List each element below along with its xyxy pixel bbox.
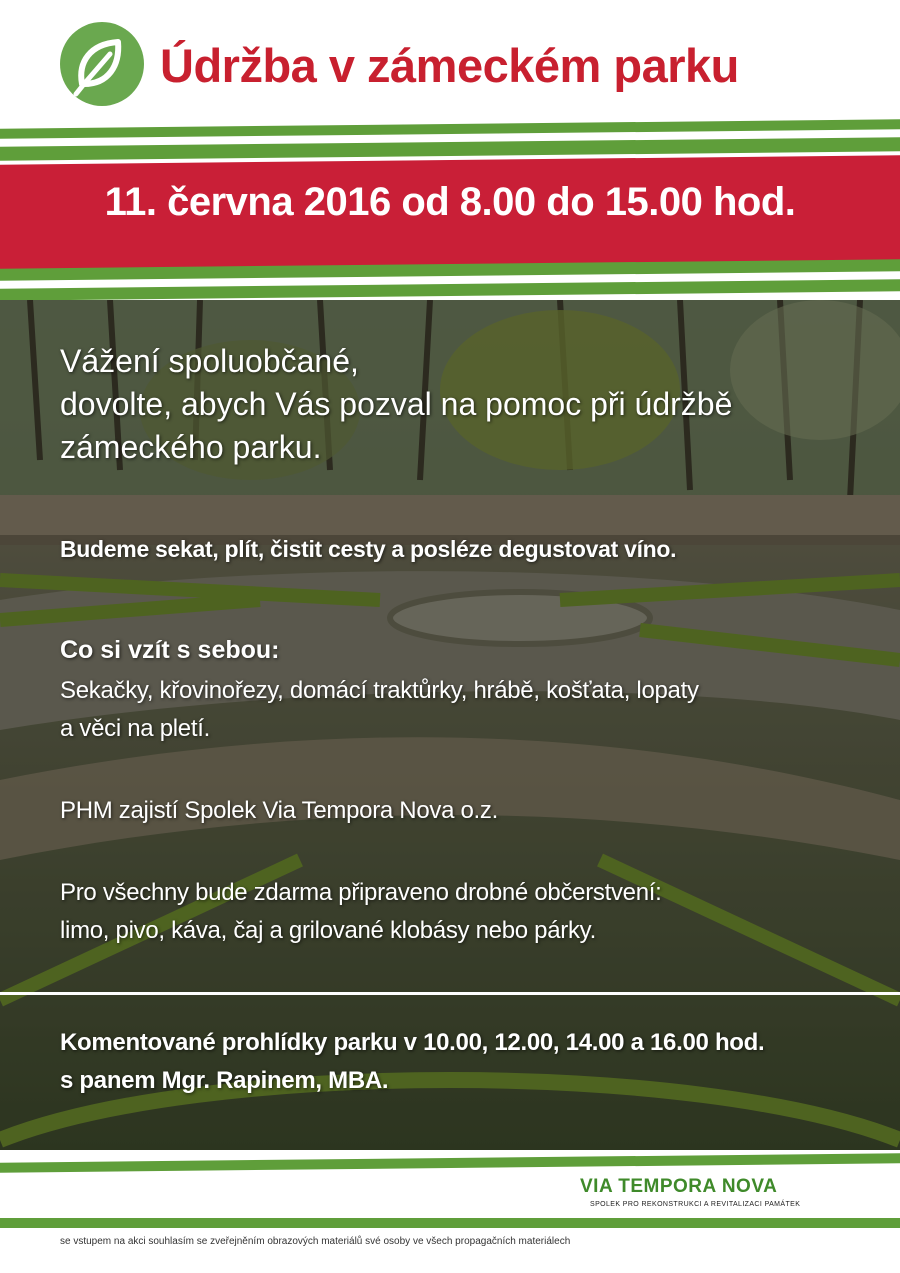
footer-stripe-green-2 <box>0 1218 900 1228</box>
greeting-line: dovolte, abych Vás pozval na pomoc při údržbě <box>60 386 733 422</box>
event-date: 11. června 2016 od 8.00 do 15.00 hod. <box>104 180 796 224</box>
footer-stripe-green <box>0 1153 900 1172</box>
divider <box>0 992 900 995</box>
tour-line: Komentované prohlídky parku v 10.00, 12.00, 14.00 a 16.00 hod. <box>60 1029 765 1056</box>
bring-line: Sekačky, křovinořezy, domácí traktůrky, hrábě, košťata, lopaty <box>60 677 699 704</box>
tour-line: s panem Mgr. Rapinem, MBA. <box>60 1067 389 1094</box>
leaf-icon <box>60 22 144 106</box>
bring-line: a věci na pletí. <box>60 715 210 742</box>
tours-note <box>60 1024 764 1100</box>
org-subtitle: SPOLEK PRO REKONSTRUKCI A REVITALIZACI PAMÁTEK <box>590 1201 801 1208</box>
page-title: Údržba v zámeckém parku <box>160 39 739 92</box>
bring-heading: Co si vzít s sebou: <box>60 636 280 664</box>
refreshment-line: Pro všechny bude zdarma připraveno drobné občerstvení: <box>60 879 662 906</box>
org-name: VIA TEMPORA NOVA <box>580 1176 778 1197</box>
top-stripe-green <box>0 119 900 138</box>
logo <box>60 22 144 106</box>
fuel-note: PHM zajistí Spolek Via Tempora Nova o.z. <box>60 797 498 824</box>
bring-list <box>60 672 699 748</box>
bottom-stripe-green-2 <box>0 279 900 300</box>
greeting <box>60 340 732 469</box>
consent-note: se vstupem na akci souhlasím se zveřejněním obrazových materiálů své osoby ve všech propagačních materiálech <box>60 1236 571 1247</box>
refreshment-line: limo, pivo, káva, čaj a grilované klobásy nebo párky. <box>60 917 596 944</box>
greeting-line: Vážení spoluobčané, <box>60 343 359 379</box>
refreshment-note <box>60 874 661 950</box>
activities-text: Budeme sekat, plít, čistit cesty a posléze degustovat víno. <box>60 536 677 562</box>
greeting-line: zámeckého parku. <box>60 429 322 465</box>
